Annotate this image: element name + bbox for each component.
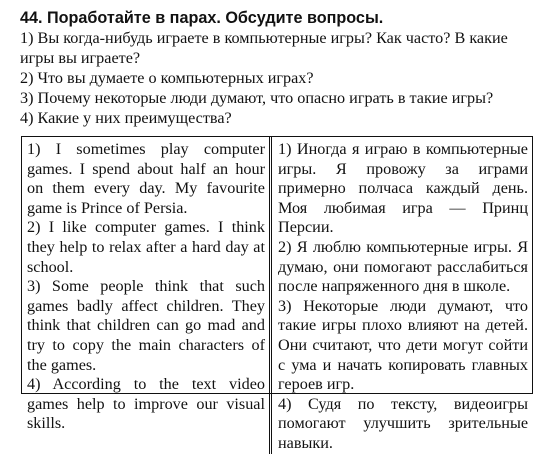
exercise-title: Поработайте в парах. Обсудите вопросы. <box>47 9 384 27</box>
question-2: 2) Что вы думаете о компьютерных играх? <box>20 69 314 87</box>
exercise-heading <box>20 8 540 28</box>
exercise-number: 44. <box>20 9 43 27</box>
russian-answer-3: 3) Некоторые люди думают, что такие игры плохо влияют на детей. Они считают, что дети могут сойти с ума и начать копировать главных героев игр. <box>278 296 528 394</box>
question-1: 1) Вы когда-нибудь играете в компьютерные игры? Как часто? В какие игры вы играете? <box>20 29 508 67</box>
english-answer-2: 2) I like computer games. I think they help to relax after a hard day at school. <box>27 218 265 276</box>
russian-answer-1: 1) Иногда я играю в компьютерные игры. Я провожу за играми примерно полчаса каждый день. Моя любимая игра — Принц Персии. <box>278 140 528 237</box>
answer-table <box>21 136 533 452</box>
russian-answer-4: 4) Судя по тексту, видеоигры помогают улучшить зрительные навыки. <box>278 394 528 452</box>
exercise-block <box>20 8 540 128</box>
question-4: 4) Какие у них преимущества? <box>20 109 232 127</box>
russian-answer-2: 2) Я люблю компьютерные игры. Я думаю, они помогают расслабиться после напряженного дня в школе. <box>278 237 528 296</box>
english-answers-column <box>22 137 272 454</box>
russian-answers-column <box>272 137 532 454</box>
english-answer-4: 4) According to the text video games help to improve our visual skills. <box>27 375 265 433</box>
english-answer-1: 1) I sometimes play computer games. I spend about half an hour on them every day. My favourite game is Prince of Persia. <box>27 140 265 217</box>
english-answer-3: 3) Some people think that such games badly affect children. They think that children can go mad and try to copy the main characters of the games. <box>27 277 265 374</box>
question-3: 3) Почему некоторые люди думают, что опасно играть в такие игры? <box>20 89 494 107</box>
